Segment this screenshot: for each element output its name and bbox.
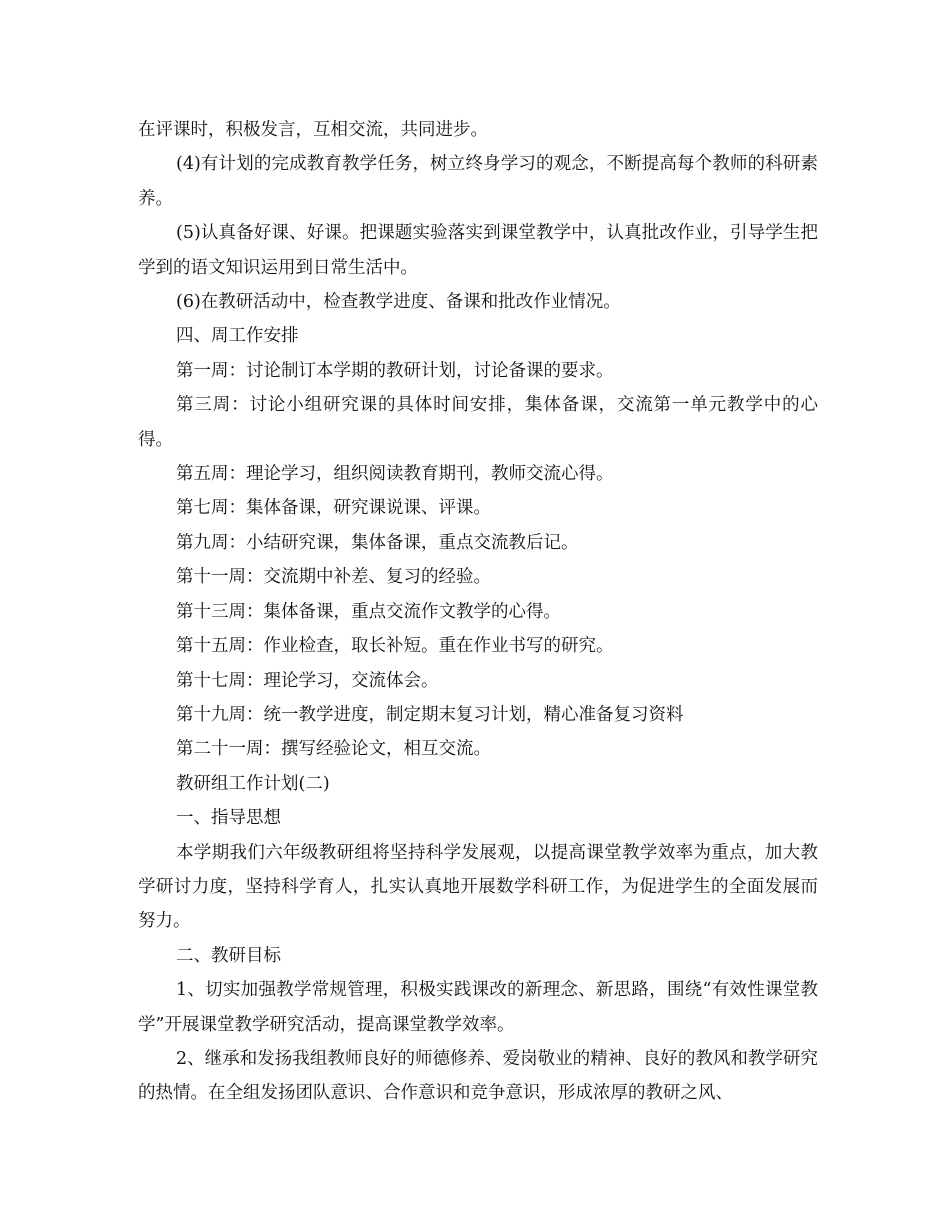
- section-heading-research-goals: 二、教研目标: [176, 945, 281, 966]
- schedule-week-1: 第一周：讨论制订本学期的教研计划，讨论备课的要求。: [176, 360, 614, 381]
- paragraph-2: (4)有计划的完成教育教学任务，树立终身学习的观念，不断提高每个教师的科研素养。: [138, 154, 818, 209]
- paragraph-1: 在评课时，积极发言，互相交流，共同进步。: [138, 120, 488, 140]
- schedule-week-19: 第十九周：统一教学进度，制定期末复习计划，精心准备复习资料: [176, 704, 684, 725]
- schedule-week-17: 第十七周：理论学习，交流体会。: [176, 670, 439, 691]
- schedule-week-3: 第三周：讨论小组研究课的具体时间安排，集体备课，交流第一单元教学中的心得。: [138, 395, 818, 450]
- section-heading-weekly-schedule: 四、周工作安排: [176, 326, 299, 347]
- schedule-week-5: 第五周：理论学习，组织阅读教育期刊，教师交流心得。: [176, 464, 614, 485]
- schedule-week-13: 第十三周：集体备课，重点交流作文教学的心得。: [176, 601, 561, 622]
- section-heading-guiding-ideology: 一、指导思想: [176, 808, 281, 829]
- paragraph-guiding-ideology: 本学期我们六年级教研组将坚持科学发展观，以提高课堂教学效率为重点，加大教学研讨力度，坚持科学育人，扎实认真地开展数学科研工作，为促进学生的全面发展而努力。: [138, 842, 818, 932]
- document-body: [138, 113, 818, 1111]
- schedule-week-11: 第十一周：交流期中补差、复习的经验。: [176, 567, 491, 588]
- schedule-week-21: 第二十一周：撰写经验论文，相互交流。: [176, 739, 491, 760]
- schedule-week-7: 第七周：集体备课，研究课说课、评课。: [176, 498, 491, 519]
- plan-title-2: 教研组工作计划(二): [176, 773, 330, 794]
- goal-item-2: 2、继承和发扬我组教师良好的师德修养、爱岗敬业的精神、良好的教风和教学研究的热情。在全组发扬团队意识、合作意识和竞争意识，形成浓厚的教研之风、: [138, 1048, 818, 1104]
- schedule-week-9: 第九周：小结研究课，集体备课，重点交流教后记。: [176, 532, 579, 553]
- goal-item-1: 1、切实加强教学常规管理，积极实践课改的新理念、新思路，围绕“有效性课堂教学”开展课堂教学研究活动，提高课堂教学效率。: [138, 980, 818, 1035]
- paragraph-3: (5)认真备好课、好课。把课题实验落实到课堂教学中，认真批改作业，引导学生把学到的语文知识运用到日常生活中。: [138, 223, 818, 278]
- paragraph-4: (6)在教研活动中，检查教学进度、备课和批改作业情况。: [176, 292, 621, 313]
- schedule-week-15: 第十五周：作业检查，取长补短。重在作业书写的研究。: [176, 636, 614, 657]
